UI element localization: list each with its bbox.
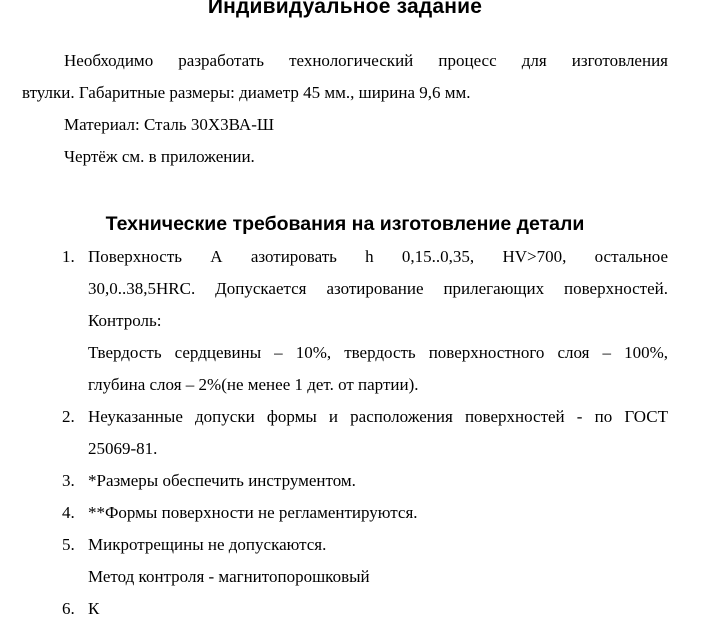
item-number: 4. [62, 503, 75, 522]
item-text [88, 401, 668, 465]
text-line: К [88, 599, 100, 618]
text-line: Необходимо разработать технологический процесс для изготовления [64, 51, 668, 70]
item-text [88, 465, 668, 497]
page-title: Индивидуальное задание [207, 0, 483, 18]
text-line: Неуказанные допуски формы и расположения поверхностей - по ГОСТ [88, 407, 668, 426]
requirement-item-6-clipped [22, 593, 668, 625]
text-line: **Формы поверхности не регламентируются. [88, 503, 418, 522]
text-line: 25069-81. [88, 439, 158, 458]
item-text [88, 497, 668, 529]
requirement-item-4 [22, 497, 668, 529]
item-text [88, 593, 668, 625]
text-line: *Размеры обеспечить инструментом. [88, 471, 356, 490]
item-number: 5. [62, 535, 75, 554]
text-line: Чертёж см. в приложении. [64, 147, 255, 166]
item-text [88, 529, 668, 593]
document-page [22, 0, 668, 625]
text-line: Материал: Сталь 30Х3ВА-Ш [64, 115, 275, 134]
text-line: Контроль: [88, 311, 162, 330]
item-number: 2. [62, 407, 75, 426]
item-number: 6. [62, 599, 75, 618]
requirement-item-5 [22, 529, 668, 593]
item-number: 3. [62, 471, 75, 490]
requirements-list [22, 241, 668, 625]
text-line: Твердость сердцевины – 10%, твердость поверхностного слоя – 100%, [88, 343, 668, 362]
item-text [88, 241, 668, 401]
requirement-item-1 [22, 241, 668, 401]
text-line: втулки. Габаритные размеры: диаметр 45 мм., ширина 9,6 мм. [22, 83, 471, 102]
text-line: Поверхность А азотировать h 0,15..0,35, HV>700, остальное [88, 247, 668, 266]
intro-paragraph [22, 45, 668, 173]
text-line: 30,0..38,5HRC. Допускается азотирование прилегающих поверхностей. [88, 279, 668, 298]
item-number: 1. [62, 247, 75, 266]
requirement-item-3 [22, 465, 668, 497]
text-line: Микротрещины не допускаются. [88, 535, 327, 554]
requirement-item-2 [22, 401, 668, 465]
section-heading: Технические требования на изготовление детали [105, 213, 585, 235]
text-line: глубина слоя – 2%(не менее 1 дет. от партии). [88, 375, 419, 394]
text-line: Метод контроля - магнитопорошковый [88, 567, 370, 586]
